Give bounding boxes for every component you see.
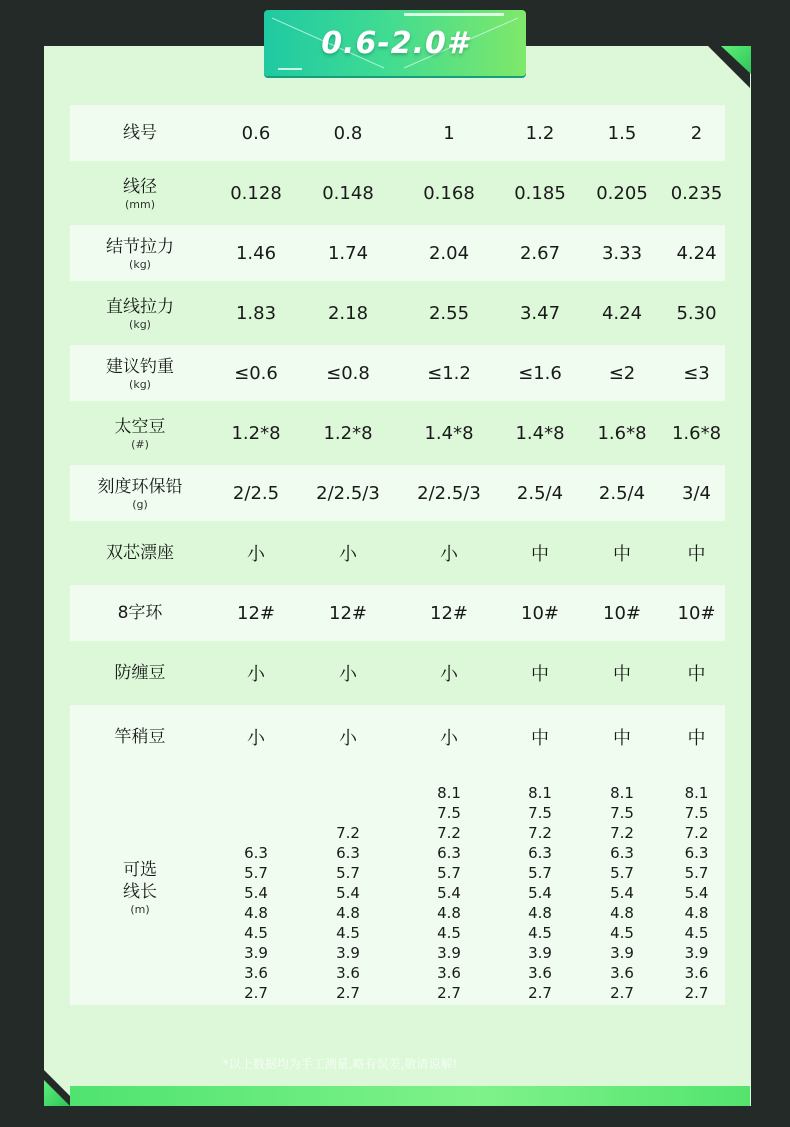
length-value: 6.3 [244, 844, 268, 862]
row-label-text: 建议钓重 [106, 356, 174, 377]
table-cell: 2/2.5 [210, 465, 302, 521]
length-value: 8.1 [684, 784, 709, 802]
length-value: 5.4 [336, 884, 360, 902]
table-cell: 小 [247, 664, 265, 685]
table-cell: 小 [339, 544, 357, 565]
table-cell: ≤1.6 [504, 345, 576, 401]
table-cell: 0.148 [322, 182, 374, 204]
table-cell: 1.2 [504, 105, 576, 161]
bottom-accent-bar [70, 1086, 750, 1106]
length-value: 7.2 [684, 824, 709, 842]
table-cell: 中 [613, 544, 631, 565]
spec-table [70, 105, 725, 1005]
table-cell: 2.67 [504, 225, 576, 281]
table-cell: 2.5/4 [504, 465, 576, 521]
length-value: 3.9 [684, 944, 709, 962]
table-cell: 小 [247, 544, 265, 565]
table-cell: 中 [668, 705, 725, 769]
row-label [70, 225, 210, 281]
table-cell: 小 [302, 705, 394, 769]
table-cell: 中 [687, 664, 706, 685]
table-cell: 3/4 [668, 465, 725, 521]
length-value: 7.5 [437, 804, 461, 822]
table-cell: 小 [339, 664, 357, 685]
table-cell: 0.168 [423, 182, 475, 204]
length-value: 4.8 [437, 904, 461, 922]
row-label-text: 竿稍豆 [114, 727, 166, 747]
row-label [70, 105, 210, 161]
table-cell: 0.185 [514, 182, 566, 204]
table-cell: 3.33 [576, 225, 668, 281]
table-row [70, 465, 725, 521]
length-value: 4.8 [244, 904, 268, 922]
table-cell: 5.30 [676, 302, 717, 324]
length-value: 6.3 [610, 844, 634, 862]
table-row [70, 401, 725, 465]
table-row [70, 161, 725, 225]
table-cell: 1.5 [576, 105, 668, 161]
length-cell [302, 769, 394, 1005]
table-cell: 中 [504, 705, 576, 769]
row-label [70, 465, 210, 521]
length-value: 7.2 [610, 824, 634, 842]
title-text: 0.6-2.0# [321, 26, 469, 61]
table-row [70, 705, 725, 769]
row-label-unit: (#) [131, 437, 149, 451]
row-label-unit: (kg) [129, 317, 151, 331]
table-row [70, 585, 725, 641]
length-value: 4.5 [610, 924, 634, 942]
table-cell: 1 [394, 105, 504, 161]
table-cell: 4.24 [668, 225, 725, 281]
row-label-unit: (mm) [124, 197, 155, 211]
length-value: 8.1 [528, 784, 552, 802]
row-label-text: 双芯漂座 [106, 543, 174, 563]
length-value: 5.7 [684, 864, 709, 882]
table-row [70, 641, 725, 705]
table-cell: ≤0.6 [210, 345, 302, 401]
row-label-text: 结节拉力 [106, 236, 174, 257]
table-cell: 2/2.5/3 [394, 465, 504, 521]
length-value: 2.7 [244, 984, 268, 1002]
length-value: 5.7 [336, 864, 360, 882]
row-label-unit: (kg) [129, 377, 151, 391]
length-cell [504, 769, 576, 1005]
length-value: 5.7 [437, 864, 461, 882]
table-cell: ≤1.2 [394, 345, 504, 401]
length-value: 5.4 [437, 884, 461, 902]
table-cell: 1.2*8 [231, 422, 281, 444]
length-cell [394, 769, 504, 1005]
table-cell: 0.205 [596, 182, 648, 204]
length-value: 2.7 [336, 984, 360, 1002]
row-label-unit: (kg) [129, 257, 151, 271]
length-value: 3.6 [244, 964, 268, 982]
length-value: 4.5 [528, 924, 552, 942]
row-label-text: 刻度环保铅 [97, 476, 183, 497]
row-label [70, 641, 210, 705]
table-cell: 小 [210, 705, 302, 769]
table-cell: 0.8 [302, 105, 394, 161]
length-value: 7.2 [528, 824, 552, 842]
table-cell: 小 [440, 664, 458, 685]
table-cell: 中 [687, 544, 706, 565]
length-cell [668, 769, 725, 1005]
row-label-text: 防缠豆 [114, 663, 166, 683]
table-row [70, 521, 725, 585]
row-label [70, 521, 210, 585]
length-value: 3.6 [336, 964, 360, 982]
length-value: 3.6 [684, 964, 709, 982]
table-row [70, 105, 725, 161]
row-label-text: 太空豆 [114, 416, 166, 437]
length-value: 2.7 [528, 984, 552, 1002]
table-cell: 2 [668, 105, 725, 161]
row-label-text: 线径 [123, 176, 157, 197]
length-value: 6.3 [528, 844, 552, 862]
row-label-text: 8字环 [117, 603, 163, 623]
length-value: 6.3 [684, 844, 709, 862]
table-cell: 1.74 [302, 225, 394, 281]
length-value: 4.8 [336, 904, 360, 922]
table-cell: 2.5/4 [576, 465, 668, 521]
table-cell: 1.4*8 [515, 422, 565, 444]
table-cell: 2.55 [428, 302, 470, 324]
table-row [70, 345, 725, 401]
length-value: 5.4 [244, 884, 268, 902]
table-cell: 1.46 [210, 225, 302, 281]
table-cell: 12# [302, 585, 394, 641]
table-cell: 中 [531, 544, 549, 565]
length-value: 3.6 [528, 964, 552, 982]
title-banner [264, 10, 526, 76]
length-value: 5.7 [610, 864, 634, 882]
table-cell: 1.4*8 [424, 422, 474, 444]
row-label-text: 线长 [123, 881, 157, 902]
table-cell: 10# [576, 585, 668, 641]
table-cell: 3.47 [519, 302, 561, 324]
table-cell: 中 [576, 705, 668, 769]
row-label-text: 线号 [123, 123, 157, 143]
table-row-lengths [70, 769, 725, 1005]
length-value: 3.6 [437, 964, 461, 982]
table-cell: 1.83 [235, 302, 277, 324]
length-value: 7.5 [528, 804, 552, 822]
table-cell: 0.235 [670, 182, 723, 204]
length-value: 4.8 [528, 904, 552, 922]
table-cell: 1.2*8 [323, 422, 373, 444]
row-label [70, 161, 210, 225]
row-label-text: 可选 [123, 859, 157, 880]
row-label-unit: (m) [130, 902, 150, 916]
table-cell: ≤3 [668, 345, 725, 401]
row-label-unit: (g) [132, 497, 148, 511]
length-value: 5.4 [528, 884, 552, 902]
row-label [70, 585, 210, 641]
table-cell: 10# [504, 585, 576, 641]
length-value: 3.9 [244, 944, 268, 962]
table-row [70, 225, 725, 281]
row-label [70, 401, 210, 465]
table-cell: 1.6*8 [597, 422, 647, 444]
table-cell: 10# [668, 585, 725, 641]
table-cell: 1.6*8 [671, 422, 722, 444]
length-value: 4.8 [684, 904, 709, 922]
length-cell [210, 769, 302, 1005]
table-cell: ≤2 [576, 345, 668, 401]
footnote: *以上数据均为手工测量,略有误差,敬请谅解! [222, 1057, 458, 1071]
length-value: 8.1 [437, 784, 461, 802]
length-cell [576, 769, 668, 1005]
table-cell: 12# [394, 585, 504, 641]
row-label [70, 769, 210, 1005]
table-cell: 2/2.5/3 [302, 465, 394, 521]
row-label [70, 281, 210, 345]
length-value: 4.5 [336, 924, 360, 942]
length-value: 7.5 [684, 804, 709, 822]
length-value: 2.7 [684, 984, 709, 1002]
length-value: 3.6 [610, 964, 634, 982]
table-row [70, 281, 725, 345]
length-value: 5.7 [244, 864, 268, 882]
table-cell: 中 [531, 664, 549, 685]
length-value: 3.9 [610, 944, 634, 962]
length-value: 2.7 [610, 984, 634, 1002]
table-cell: ≤0.8 [302, 345, 394, 401]
length-value: 6.3 [336, 844, 360, 862]
length-value: 7.2 [336, 824, 360, 842]
length-value: 3.9 [437, 944, 461, 962]
row-label [70, 345, 210, 401]
row-label-text: 直线拉力 [106, 296, 174, 317]
table-cell: 2.04 [394, 225, 504, 281]
length-value: 7.2 [437, 824, 461, 842]
table-cell: 小 [394, 705, 504, 769]
length-value: 5.4 [684, 884, 709, 902]
table-cell: 小 [440, 544, 458, 565]
table-cell: 0.6 [210, 105, 302, 161]
length-value: 2.7 [437, 984, 461, 1002]
table-cell: 12# [210, 585, 302, 641]
length-value: 7.5 [610, 804, 634, 822]
length-value: 8.1 [610, 784, 634, 802]
table-cell: 4.24 [601, 302, 643, 324]
row-label [70, 705, 210, 769]
length-value: 4.8 [610, 904, 634, 922]
length-value: 5.7 [528, 864, 552, 882]
length-value: 4.5 [684, 924, 709, 942]
length-value: 5.4 [610, 884, 634, 902]
length-value: 3.9 [336, 944, 360, 962]
length-value: 3.9 [528, 944, 552, 962]
table-cell: 中 [613, 664, 631, 685]
length-value: 4.5 [437, 924, 461, 942]
length-value: 6.3 [437, 844, 461, 862]
length-value: 4.5 [244, 924, 268, 942]
table-cell: 2.18 [327, 302, 369, 324]
table-cell: 0.128 [230, 182, 282, 204]
